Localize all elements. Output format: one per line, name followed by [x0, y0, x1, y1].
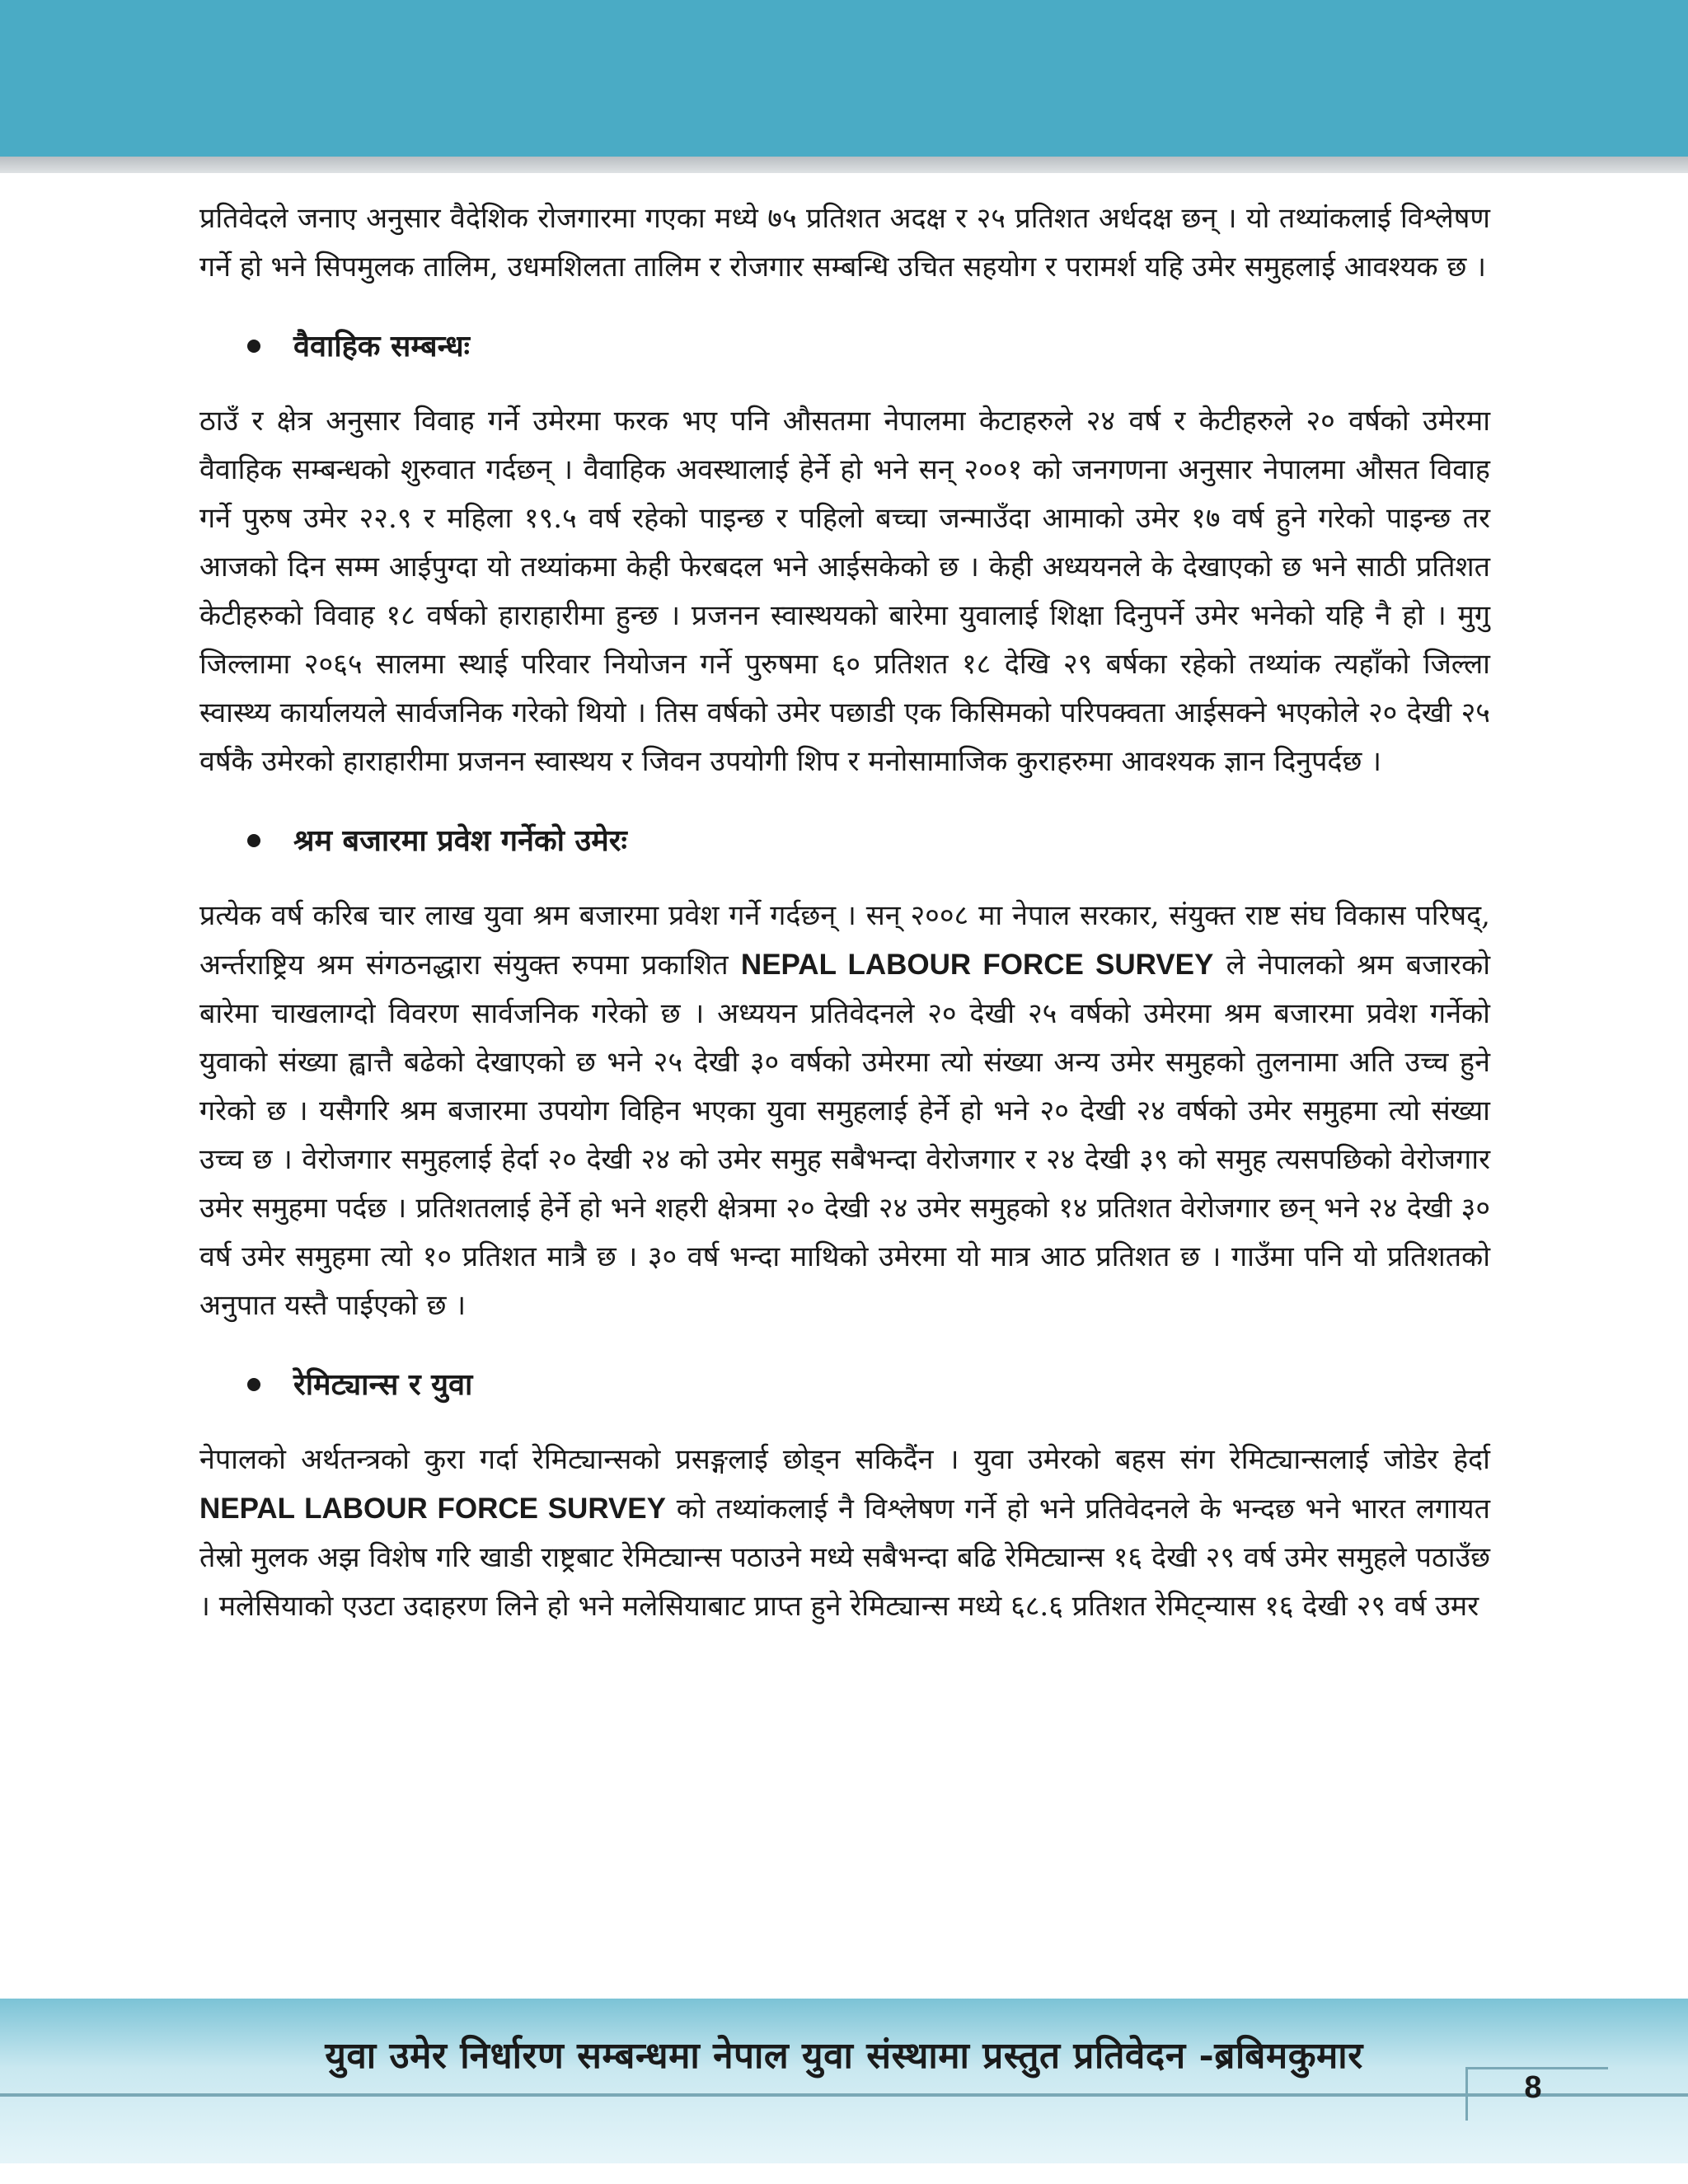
section-heading-remittance — [247, 1363, 1490, 1406]
header-shadow — [0, 157, 1688, 173]
footer-base — [0, 2163, 1688, 2184]
footer-title: युवा उमेर निर्धारण सम्बन्धमा नेपाल युवा संस्थामा प्रस्तुत प्रतिवेदन -ब्रबिमकुमार — [325, 2035, 1363, 2077]
page-number: 8 — [1524, 2070, 1542, 2105]
footer-band — [0, 1999, 1688, 2172]
survey-name: NEPAL LABOUR FORCE SURVEY — [199, 1493, 666, 1525]
intro-paragraph: प्रतिवेदले जनाए अनुसार वैदेशिक रोजगारमा गएका मध्ये ७५ प्रतिशत अदक्ष र २५ प्रतिशत अर्धदक्ष छन् । यो तथ्यांकलाई विश्लेषण गर्ने हो भने सिपमुलक तालिम, उधमशिलता तालिम र रोजगार सम्बन्धि उचित सहयोग र परामर्श यहि उमेर समुहलाई आवश्यक छ । — [199, 202, 1490, 284]
marital-paragraph: ठाउँ र क्षेत्र अनुसार विवाह गर्ने उमेरमा फरक भए पनि औसतमा नेपालमा केटाहरुले २४ वर्ष र केटीहरुले २० वर्षको उमेरमा वैवाहिक सम्बन्धको शुरुवात गर्दछन् । वैवाहिक अवस्थालाई हेर्ने हो भने सन् २००१ को जनगणना अनुसार नेपालमा औसत विवाह गर्ने पुरुष उमेर २२.९ र महिला १९.५ वर्ष रहेको पाइन्छ र पहिलो बच्चा जन्माउँदा आमाको उमेर १७ वर्ष हुने गरेको पाइन्छ तर आजको दिन सम्म आईपुग्दा यो तथ्यांकमा केही फेरबदल भने आईसकेको छ । केही अध्ययनले के देखाएको छ भने साठी प्रतिशत केटीहरुको विवाह १८ वर्षको हाराहारीमा हुन्छ । प्रजनन स्वास्थयको बारेमा युवालाई शिक्षा दिनुपर्ने उमेर भनेको यहि नै हो । मुगु जिल्लामा २०६५ सालमा स्थाई परिवार नियोजन गर्ने पुरुषमा ६० प्रतिशत १८ देखि २९ बर्षका रहेको तथ्यांक त्यहाँको जिल्ला स्वास्थ्य कार्यालयले सार्वजनिक गरेको थियो । तिस वर्षको उमेर पछाडी एक किसिमको परिपक्वता आईसक्ने भएकोले २० देखी २५ वर्षकै उमेरको हाराहारीमा प्रजनन स्वास्थय र जिवन उपयोगी शिप र मनोसामाजिक कुराहरुमा आवश्यक ज्ञान दिनुपर्दछ । — [199, 405, 1490, 778]
page-content — [199, 194, 1490, 1631]
labour-market-paragraph — [199, 892, 1490, 1330]
paragraph-text: ले नेपालको श्रम बजारको बारेमा चाखलाग्दो विवरण सार्वजनिक गरेको छ । अध्ययन प्रतिवेदनले २० देखी २५ वर्षको उमेरमा श्रम बजारमा प्रवेश गर्नेको युवाको संख्या ह्वात्तै बढेको देखाएको छ भने २५ देखी ३० वर्षको उमेरमा त्यो संख्या अन्य उमेर समुहको तुलनामा अति उच्च हुने गरेको छ । यसैगरि श्रम बजारमा उपयोग विहिन भएका युवा समुहलाई हेर्ने हो भने २० देखी २४ वर्षको उमेर समुहमा त्यो संख्या उच्च छ । वेरोजगार समुहलाई हेर्दा २० देखी २४ को उमेर समुह सबैभन्दा वेरोजगार र २४ देखी ३९ को समुह त्यसपछिको वेरोजगार उमेर समुहमा पर्दछ । प्रतिशतलाई हेर्ने हो भने शहरी क्षेत्रमा २० देखी २४ उमेर समुहको १४ प्रतिशत वेरोजगार छन् भने २४ देखी ३० वर्ष उमेर समुहमा त्यो १० प्रतिशत मात्रै छ । ३० वर्ष भन्दा माथिको उमेरमा यो मात्र आठ प्रतिशत छ । गाउँमा पनि यो प्रतिशतको अनुपात यस्तै पाईएको छ । — [199, 949, 1491, 1322]
section-heading-label: श्रम बजारमा प्रवेश गर्नेको उमेरः — [293, 823, 627, 858]
section-heading-label: रेमिट्यान्स र युवा — [293, 1367, 473, 1402]
bullet-icon — [247, 340, 260, 353]
section-heading-label: वैवाहिक सम्बन्धः — [293, 329, 470, 363]
remittance-paragraph — [199, 1436, 1490, 1631]
bullet-icon — [247, 1378, 260, 1391]
section-heading-labour-market — [247, 819, 1490, 862]
bullet-icon — [247, 834, 260, 847]
paragraph-text: नेपालको अर्थतन्त्रको कुरा गर्दा रेमिट्यान्सको प्रसङ्गलाई छोड्न सकिदैंन । युवा उमेरको बहस संग रेमिट्यान्सलाई जोडेर हेर्दा — [199, 1443, 1490, 1476]
survey-name: NEPAL LABOUR FORCE SURVEY — [740, 949, 1214, 981]
paragraph-text: प्रत्येक वर्ष करिब चार लाख युवा श्रम बजारमा प्रवेश गर्ने गर्दछन् । सन् २००८ मा नेपाल सरकार, संयुक्त राष्ट संघ विकास परिषद्, अर्न्तराष्ट्रिय श्रम संगठनद्धारा संयुक्त रुपमा प्रकाशित — [199, 899, 1490, 982]
footer-rule — [0, 2093, 1688, 2097]
section-heading-marital — [247, 325, 1490, 368]
header-band — [0, 0, 1688, 157]
paragraph-text: को तथ्यांकलाई नै विश्लेषण गर्ने हो भने प्रतिवेदनले के भन्दछ भने भारत लगायत तेस्रो मुलक अझ विशेष गरि खाडी राष्ट्रबाट रेमिट्यान्स पठाउने मध्ये सबैभन्दा बढि रेमिट्यान्स १६ देखी २९ वर्ष उमेर समुहले पठाउँछ । मलेसियाको एउटा उदाहरण लिने हो भने मलेसियाबाट प्राप्त हुने रेमिट्यान्स मध्ये ६८.६ प्रतिशत रेमिट्न्यास १६ देखी २९ वर्ष उमर — [199, 1493, 1490, 1623]
